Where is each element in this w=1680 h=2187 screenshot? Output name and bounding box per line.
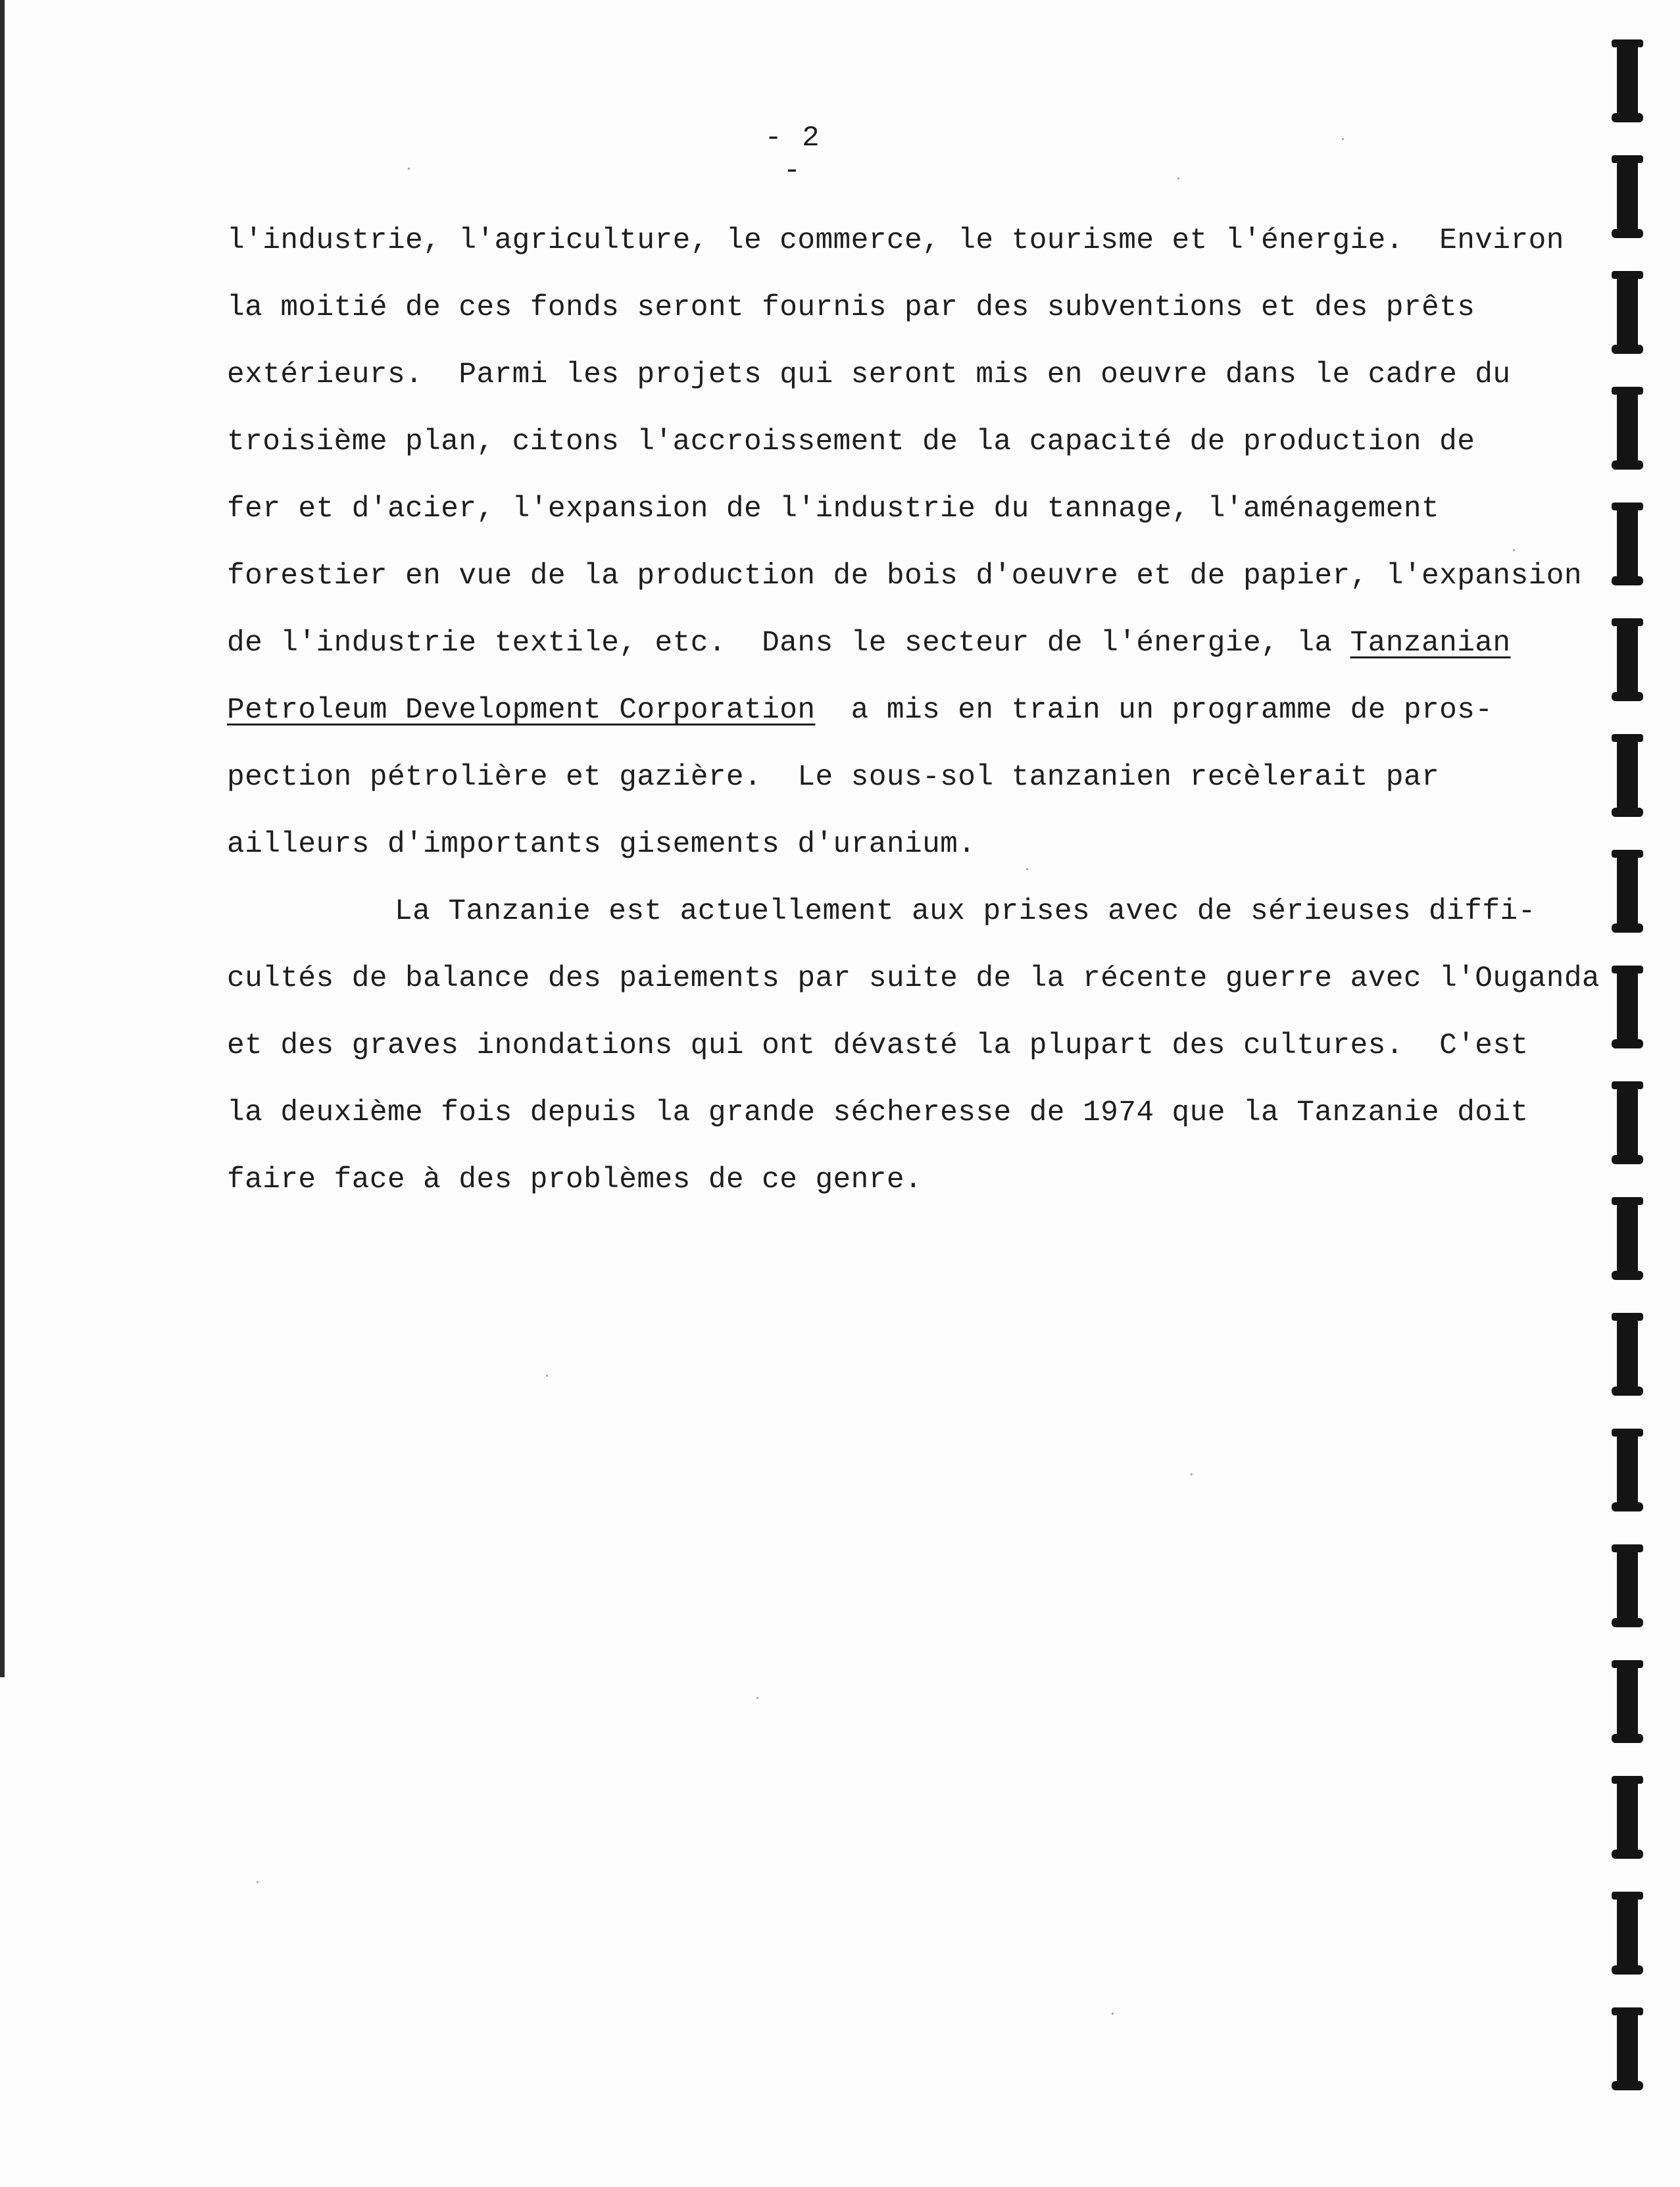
- text-line: pection pétrolière et gazière. Le sous-sol tanzanien recèlerait par: [227, 761, 1440, 794]
- scan-speck: [1026, 868, 1028, 870]
- punch-hole: [1617, 1197, 1638, 1280]
- text-line: troisième plan, citons l'accroissement de la capacité de production de: [227, 426, 1475, 458]
- text-line: faire face à des problèmes de ce genre.: [227, 1164, 923, 1196]
- underlined-company-name: Tanzanian: [1350, 627, 1511, 660]
- punch-hole: [1617, 39, 1638, 122]
- text-line: et des graves inondations qui ont dévasté la plupart des cultures. C'est: [227, 1029, 1529, 1062]
- punch-hole: [1617, 2007, 1638, 2090]
- scan-speck: [756, 1697, 758, 1699]
- punch-hole: [1617, 1544, 1638, 1627]
- underlined-company-name: Petroleum Development Corporation: [227, 694, 816, 727]
- scan-speck: [1191, 1473, 1193, 1475]
- text-line: La Tanzanie est actuellement aux prises avec de sérieuses diffi-: [395, 895, 1536, 928]
- scan-speck: [546, 1375, 548, 1377]
- punch-hole: [1617, 155, 1638, 238]
- text-line: extérieurs. Parmi les projets qui seront mis en oeuvre dans le cadre du: [227, 358, 1511, 391]
- body-text: [227, 221, 1600, 1227]
- punch-hole: [1617, 387, 1638, 470]
- punch-hole: [1617, 271, 1638, 354]
- scan-speck: [257, 1881, 259, 1883]
- punch-hole: [1617, 966, 1638, 1048]
- text-line: la moitié de ces fonds seront fournis par des subventions et des prêts: [227, 291, 1475, 324]
- paragraph-2: [227, 892, 1600, 1227]
- punch-hole: [1617, 1081, 1638, 1164]
- page-number: - 2 -: [764, 122, 821, 187]
- punch-hole: [1617, 1892, 1638, 1975]
- punch-hole: [1617, 850, 1638, 933]
- text-line: [227, 624, 1575, 691]
- text-line: [227, 691, 1575, 758]
- binder-punch-holes: [1617, 39, 1656, 2144]
- scan-speck: [408, 168, 410, 170]
- text-segment: a mis en train un programme de pros-: [815, 694, 1493, 727]
- scan-speck: [1513, 549, 1515, 551]
- text-line: fer et d'acier, l'expansion de l'industrie du tannage, l'aménagement: [227, 493, 1440, 526]
- punch-hole: [1617, 1660, 1638, 1743]
- punch-hole: [1617, 618, 1638, 701]
- paragraph-1: [227, 221, 1582, 892]
- text-line: forestier en vue de la production de bois d'oeuvre et de papier, l'expansion: [227, 560, 1582, 593]
- punch-hole: [1617, 1776, 1638, 1859]
- text-line: la deuxième fois depuis la grande sécheresse de 1974 que la Tanzanie doit: [227, 1096, 1529, 1129]
- scan-speck: [1112, 2013, 1114, 2015]
- text-segment: de l'industrie textile, etc. Dans le secteur de l'énergie, la: [227, 627, 1350, 660]
- punch-hole: [1617, 734, 1638, 817]
- text-line: cultés de balance des paiements par suite de la récente guerre avec l'Ouganda: [227, 962, 1600, 995]
- punch-hole: [1617, 1429, 1638, 1511]
- scan-speck: [1342, 138, 1344, 140]
- page-left-edge: [0, 0, 5, 1677]
- punch-hole: [1617, 503, 1638, 585]
- scan-speck: [1177, 178, 1179, 180]
- text-line: l'industrie, l'agriculture, le commerce, le tourisme et l'énergie. Environ: [227, 224, 1564, 257]
- punch-hole: [1617, 1313, 1638, 1396]
- text-line: ailleurs d'importants gisements d'uranium.: [227, 828, 976, 861]
